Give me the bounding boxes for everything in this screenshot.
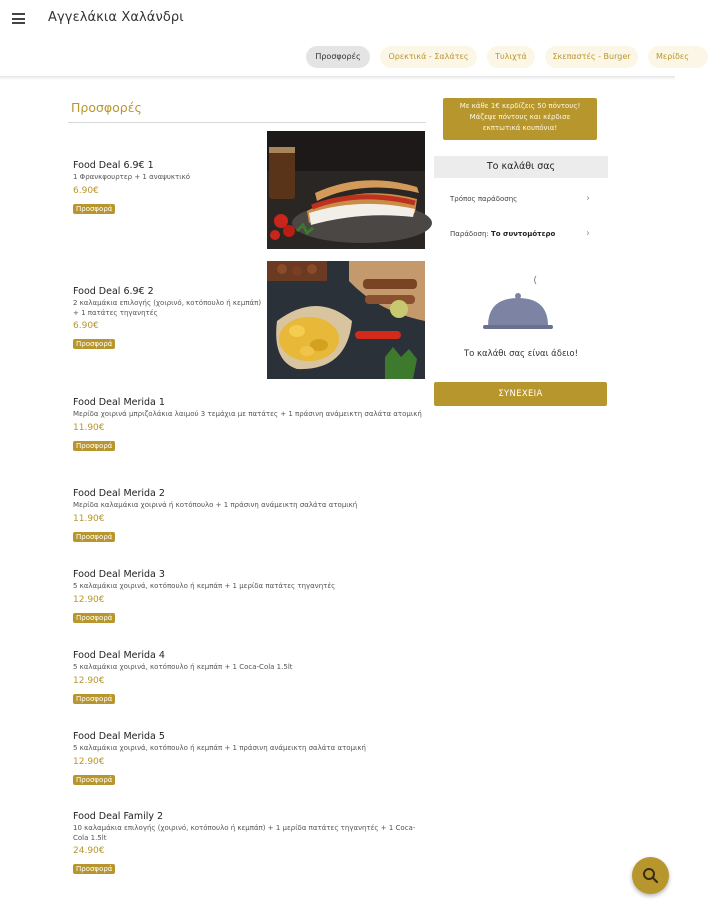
tab-offers[interactable]: Προσφορές [306, 46, 370, 68]
item-price: 12.90€ [73, 675, 105, 686]
menu-item[interactable] [73, 569, 425, 624]
item-name: Food Deal Family 2 [73, 811, 164, 822]
menu-item[interactable] [73, 488, 425, 543]
item-description: 5 καλαμάκια χοιρινά, κοτόπουλο ή κεμπάπ + 1 πράσινη ανάμεικτη σαλάτα ατομική [73, 744, 366, 752]
tabs-divider [0, 76, 675, 80]
offer-badge: Προσφορά [73, 441, 115, 451]
cart-title: Το καλάθι σας [434, 156, 608, 178]
item-image-souvlaki-fries[interactable] [267, 261, 425, 379]
item-description: 10 καλαμάκια επιλογής (χοιρινό, κοτόπουλο ή κεμπάπ) + 1 μερίδα πατάτες τηγανητές + 1 Coca-Cola 1.5lt [73, 824, 416, 842]
item-name: Food Deal Merida 4 [73, 650, 165, 661]
delivery-time-selector[interactable] [450, 230, 590, 238]
delivery-method-selector[interactable] [450, 195, 590, 203]
chevron-right-icon: › [586, 228, 590, 239]
empty-cart-cloche-icon [478, 272, 558, 334]
item-description: Μερίδα χοιρινά μπριζολάκια λαιμού 3 τεμάχια με πατάτες + 1 πράσινη ανάμεικτη σαλάτα ατομική [73, 410, 422, 418]
menu-item[interactable] [73, 397, 425, 452]
promo-line: Μάζεψε πόντους και κέρδισε [469, 113, 571, 121]
item-name: Food Deal 6.9€ 1 [73, 160, 154, 171]
item-image-sandwich[interactable] [267, 131, 425, 249]
item-price: 12.90€ [73, 594, 105, 605]
app-title: Αγγελάκια Χαλάνδρι [48, 10, 184, 25]
section-divider [68, 122, 426, 123]
offer-badge: Προσφορά [73, 694, 115, 704]
item-price: 11.90€ [73, 513, 105, 524]
menu-item[interactable] [73, 286, 263, 350]
hamburger-menu-icon[interactable] [12, 13, 25, 24]
menu-item[interactable] [73, 650, 425, 705]
tab-wraps[interactable]: Τυλιχτά [487, 46, 535, 68]
search-fab[interactable] [632, 857, 669, 894]
item-price: 24.90€ [73, 846, 105, 856]
delivery-method-label: Τρόπος παράδοσης [450, 195, 518, 203]
item-description: 2 καλαμάκια επιλογής (χοιρινό, κοτόπουλο ή κεμπάπ) + 1 πατάτες τηγανητές [73, 299, 262, 317]
section-title: Προσφορές [71, 100, 142, 115]
item-name: Food Deal Merida 1 [73, 397, 165, 408]
chevron-right-icon: › [586, 193, 590, 204]
search-icon [632, 857, 669, 894]
offer-badge: Προσφορά [73, 775, 115, 785]
offer-badge: Προσφορά [73, 532, 115, 542]
tab-appetizers-salads[interactable]: Ορεκτικά - Σαλάτες [380, 46, 477, 68]
menu-item[interactable] [73, 160, 263, 215]
promo-line: εκπτωτικά κουπόνια! [482, 124, 558, 132]
app-bar [0, 0, 675, 38]
category-tabs [0, 46, 689, 74]
item-price: 12.90€ [73, 756, 105, 767]
item-description: Μερίδα καλαμάκια χοιρινά ή κοτόπουλο + 1 πράσινη ανάμεικτη σαλάτα ατομική [73, 501, 358, 509]
item-description: 1 Φρανκφουρτερ + 1 αναψυκτικό [73, 173, 191, 181]
item-price: 6.90€ [73, 321, 99, 331]
offer-badge: Προσφορά [73, 339, 115, 349]
menu-item[interactable] [73, 731, 425, 786]
offer-badge: Προσφορά [73, 613, 115, 623]
item-price: 6.90€ [73, 185, 99, 196]
delivery-time-value: Το συντομότερο [490, 230, 556, 238]
promo-line: Με κάθε 1€ κερδίζεις 50 πόντους! [459, 102, 581, 110]
offer-badge: Προσφορά [73, 864, 115, 874]
tab-portions[interactable]: Μερίδες [648, 46, 708, 68]
menu-item[interactable] [73, 811, 425, 875]
item-name: Food Deal Merida 2 [73, 488, 165, 499]
continue-button[interactable]: ΣΥΝΕΧΕΙΑ [434, 382, 607, 406]
empty-cart-message: Το καλάθι σας είναι άδειο! [463, 349, 579, 359]
item-name: Food Deal 6.9€ 2 [73, 286, 154, 297]
item-description: 5 καλαμάκια χοιρινά, κοτόπουλο ή κεμπάπ + 1 Coca-Cola 1.5lt [73, 663, 293, 671]
item-name: Food Deal Merida 3 [73, 569, 165, 580]
item-description: 5 καλαμάκια χοιρινά, κοτόπουλο ή κεμπάπ + 1 μερίδα πατάτες τηγανητές [73, 582, 336, 590]
delivery-time-label: Παράδοση: [450, 230, 489, 238]
item-name: Food Deal Merida 5 [73, 731, 165, 742]
item-price: 11.90€ [73, 422, 105, 433]
offer-badge: Προσφορά [73, 204, 115, 214]
loyalty-promo-banner[interactable] [443, 98, 597, 140]
tab-covered-burger[interactable]: Σκεπαστές - Burger [545, 46, 638, 68]
